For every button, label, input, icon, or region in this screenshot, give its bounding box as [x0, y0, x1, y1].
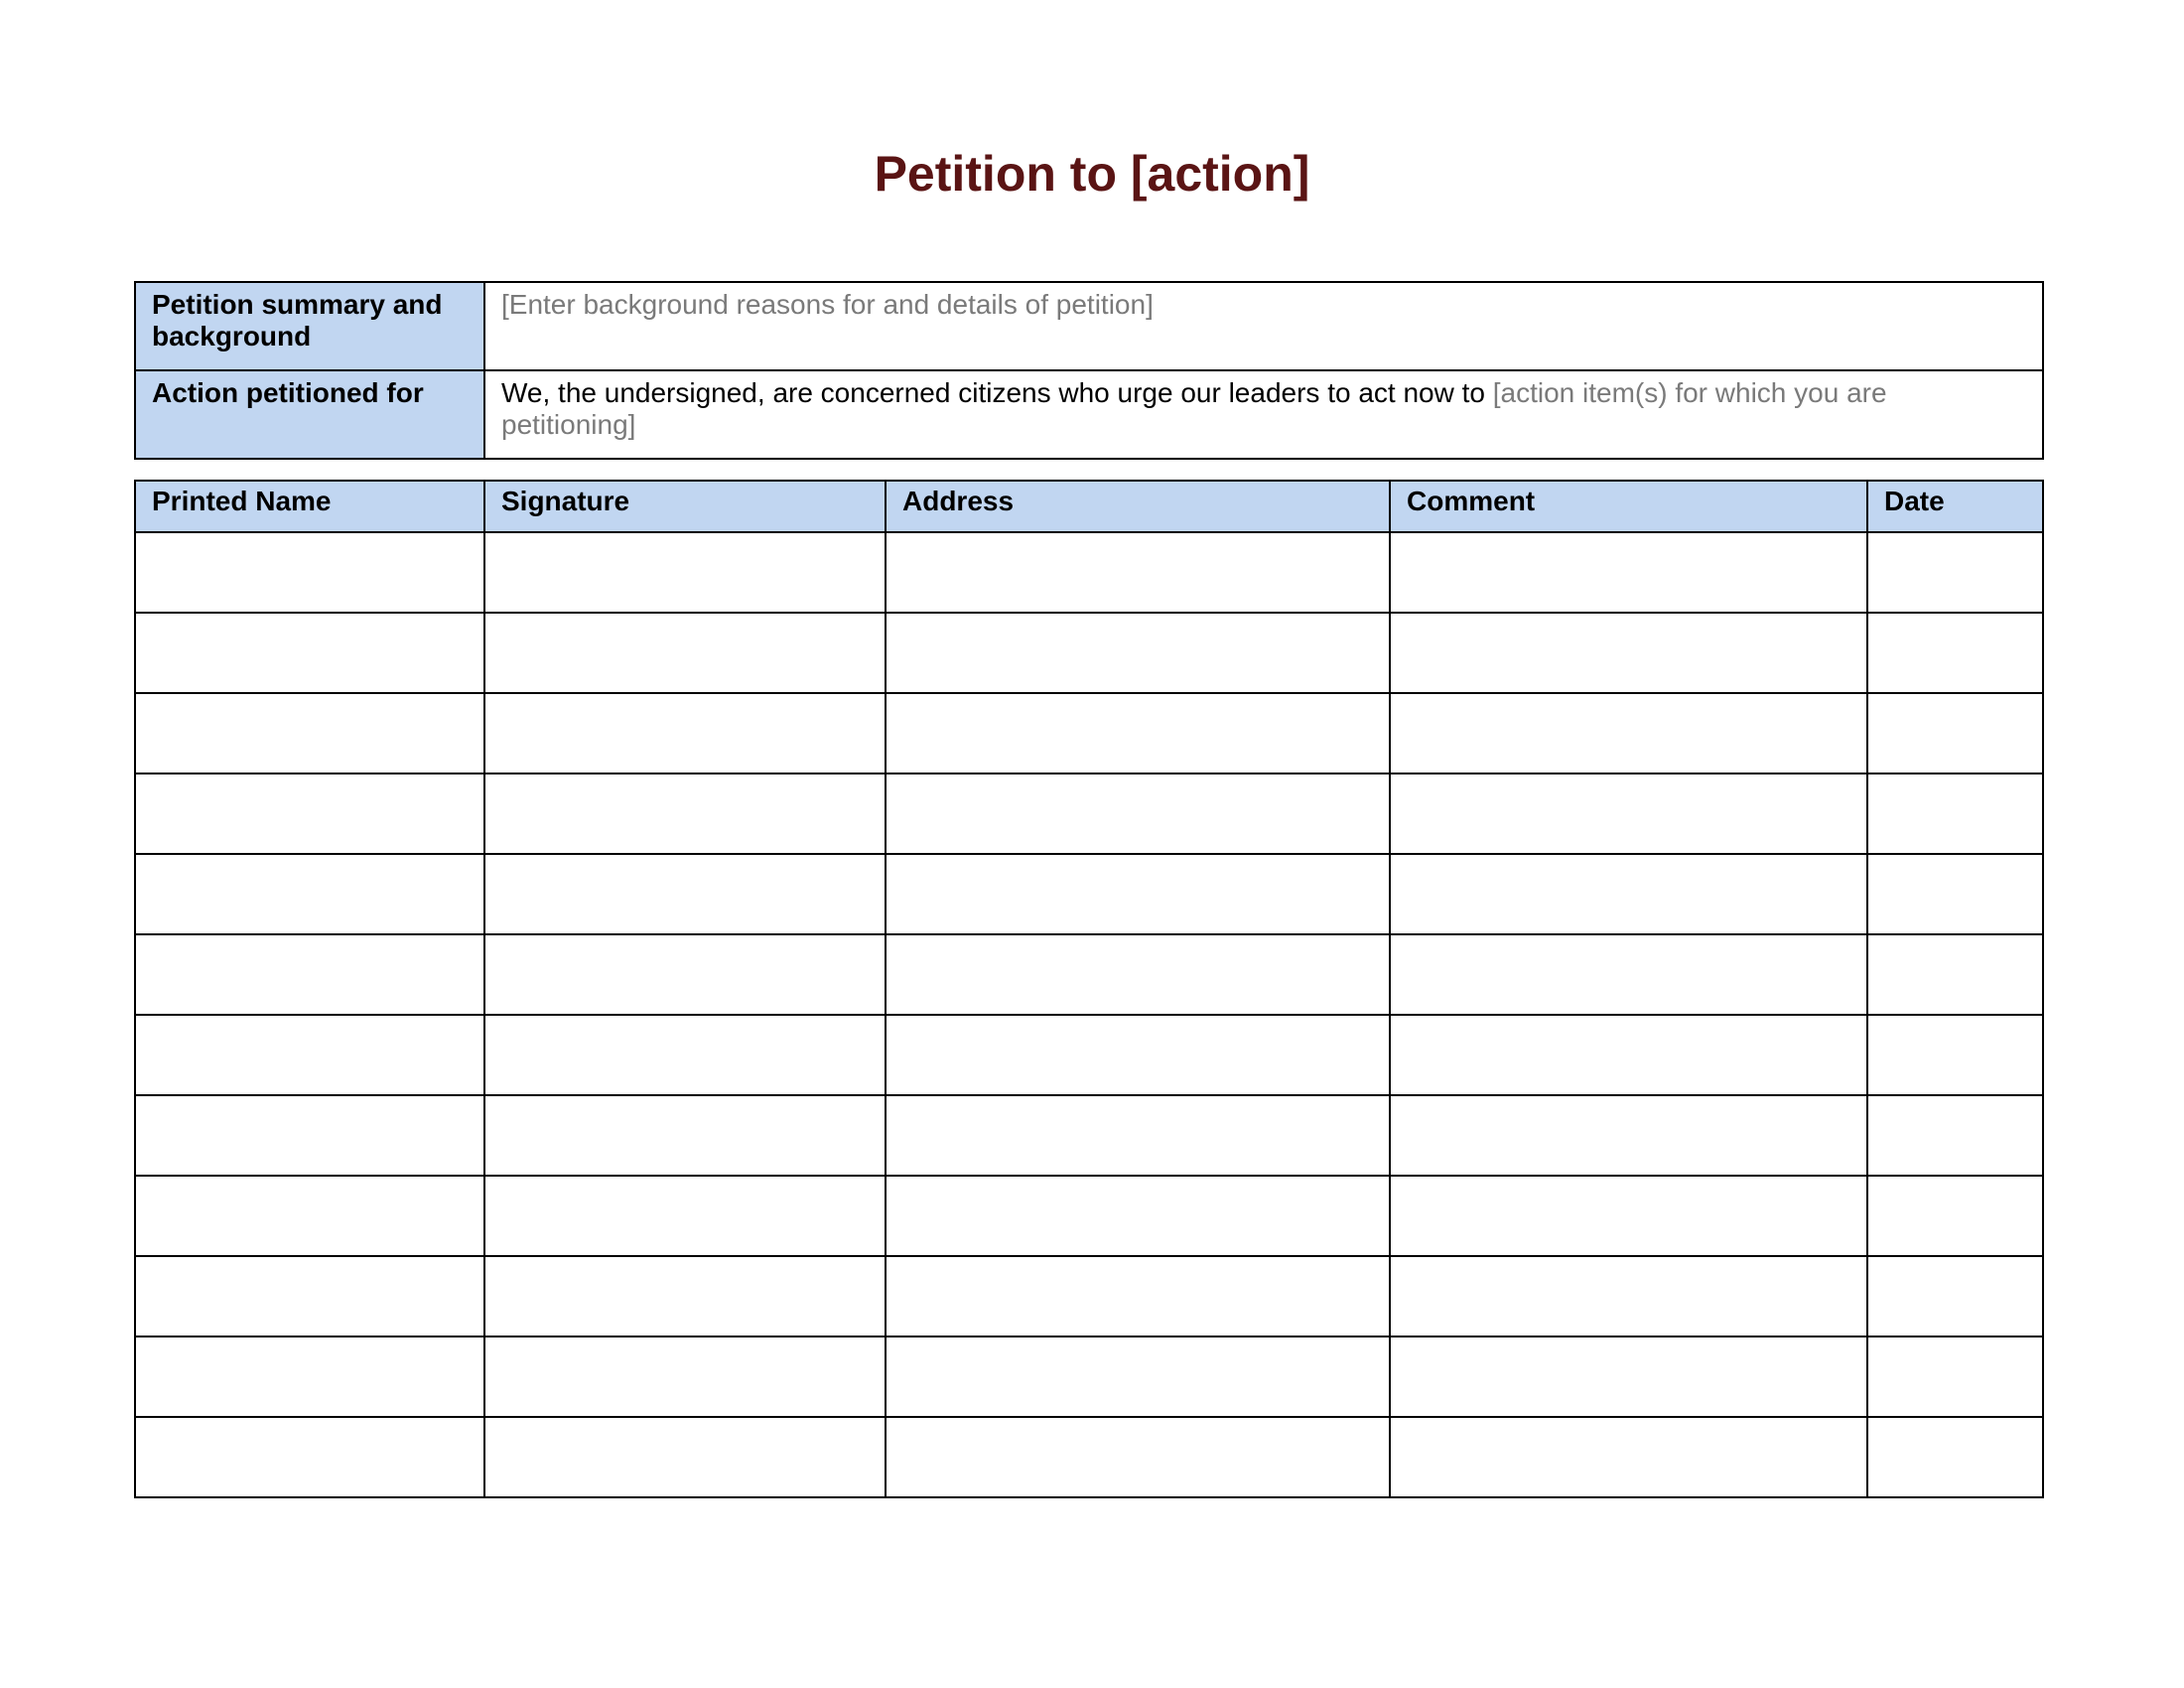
cell-printed-name[interactable]	[135, 1336, 484, 1417]
signature-table	[134, 480, 2044, 1498]
summary-placeholder: [Enter background reasons for and details of petition]	[501, 289, 1154, 320]
cell-comment[interactable]	[1390, 934, 1867, 1015]
cell-comment[interactable]	[1390, 693, 1867, 774]
column-header-printed-name: Printed Name	[135, 481, 484, 532]
cell-signature[interactable]	[484, 1336, 886, 1417]
cell-address[interactable]	[886, 1256, 1390, 1336]
cell-printed-name[interactable]	[135, 613, 484, 693]
cell-comment[interactable]	[1390, 1417, 1867, 1497]
table-row	[135, 1417, 2043, 1497]
cell-address[interactable]	[886, 1336, 1390, 1417]
cell-date[interactable]	[1867, 1015, 2043, 1095]
cell-printed-name[interactable]	[135, 1176, 484, 1256]
column-header-signature: Signature	[484, 481, 886, 532]
cell-signature[interactable]	[484, 693, 886, 774]
cell-comment[interactable]	[1390, 1015, 1867, 1095]
cell-printed-name[interactable]	[135, 1417, 484, 1497]
cell-date[interactable]	[1867, 532, 2043, 613]
table-row	[135, 1015, 2043, 1095]
cell-signature[interactable]	[484, 613, 886, 693]
cell-comment[interactable]	[1390, 774, 1867, 854]
cell-signature[interactable]	[484, 532, 886, 613]
table-row	[135, 613, 2043, 693]
cell-comment[interactable]	[1390, 613, 1867, 693]
petition-info-table	[134, 281, 2044, 460]
cell-address[interactable]	[886, 1015, 1390, 1095]
summary-label: Petition summary and background	[135, 282, 484, 370]
cell-signature[interactable]	[484, 934, 886, 1015]
cell-date[interactable]	[1867, 1095, 2043, 1176]
table-row	[135, 854, 2043, 934]
page-title: Petition to [action]	[874, 146, 1310, 202]
cell-address[interactable]	[886, 1417, 1390, 1497]
action-row	[135, 370, 2043, 459]
cell-address[interactable]	[886, 934, 1390, 1015]
cell-address[interactable]	[886, 613, 1390, 693]
cell-date[interactable]	[1867, 934, 2043, 1015]
table-row	[135, 1256, 2043, 1336]
cell-address[interactable]	[886, 532, 1390, 613]
cell-comment[interactable]	[1390, 1176, 1867, 1256]
cell-signature[interactable]	[484, 774, 886, 854]
cell-comment[interactable]	[1390, 854, 1867, 934]
signature-rows	[135, 532, 2043, 1497]
cell-signature[interactable]	[484, 1095, 886, 1176]
table-row	[135, 1336, 2043, 1417]
summary-value[interactable]	[484, 282, 2043, 370]
cell-signature[interactable]	[484, 1417, 886, 1497]
action-label: Action petitioned for	[135, 370, 484, 459]
table-row	[135, 934, 2043, 1015]
cell-address[interactable]	[886, 1176, 1390, 1256]
cell-date[interactable]	[1867, 1176, 2043, 1256]
cell-address[interactable]	[886, 854, 1390, 934]
cell-signature[interactable]	[484, 1256, 886, 1336]
cell-date[interactable]	[1867, 774, 2043, 854]
cell-signature[interactable]	[484, 1176, 886, 1256]
cell-printed-name[interactable]	[135, 532, 484, 613]
cell-comment[interactable]	[1390, 532, 1867, 613]
column-header-comment: Comment	[1390, 481, 1867, 532]
table-row	[135, 1095, 2043, 1176]
cell-printed-name[interactable]	[135, 774, 484, 854]
cell-comment[interactable]	[1390, 1095, 1867, 1176]
cell-address[interactable]	[886, 693, 1390, 774]
cell-comment[interactable]	[1390, 1336, 1867, 1417]
cell-signature[interactable]	[484, 1015, 886, 1095]
cell-comment[interactable]	[1390, 1256, 1867, 1336]
column-header-address: Address	[886, 481, 1390, 532]
column-header-date: Date	[1867, 481, 2043, 532]
cell-address[interactable]	[886, 1095, 1390, 1176]
action-value[interactable]	[484, 370, 2043, 459]
cell-printed-name[interactable]	[135, 693, 484, 774]
cell-date[interactable]	[1867, 854, 2043, 934]
cell-date[interactable]	[1867, 1256, 2043, 1336]
cell-printed-name[interactable]	[135, 934, 484, 1015]
cell-address[interactable]	[886, 774, 1390, 854]
table-row	[135, 1176, 2043, 1256]
action-placeholder: [action item(s) for which you are petitioning]	[501, 377, 1887, 440]
table-row	[135, 774, 2043, 854]
cell-printed-name[interactable]	[135, 1095, 484, 1176]
table-row	[135, 693, 2043, 774]
summary-row	[135, 282, 2043, 370]
signature-table-header	[135, 481, 2043, 532]
cell-date[interactable]	[1867, 613, 2043, 693]
table-row	[135, 532, 2043, 613]
cell-printed-name[interactable]	[135, 1015, 484, 1095]
cell-printed-name[interactable]	[135, 1256, 484, 1336]
cell-date[interactable]	[1867, 1417, 2043, 1497]
cell-date[interactable]	[1867, 693, 2043, 774]
action-text: We, the undersigned, are concerned citizens who urge our leaders to act now to	[501, 377, 1493, 408]
cell-printed-name[interactable]	[135, 854, 484, 934]
cell-date[interactable]	[1867, 1336, 2043, 1417]
cell-signature[interactable]	[484, 854, 886, 934]
